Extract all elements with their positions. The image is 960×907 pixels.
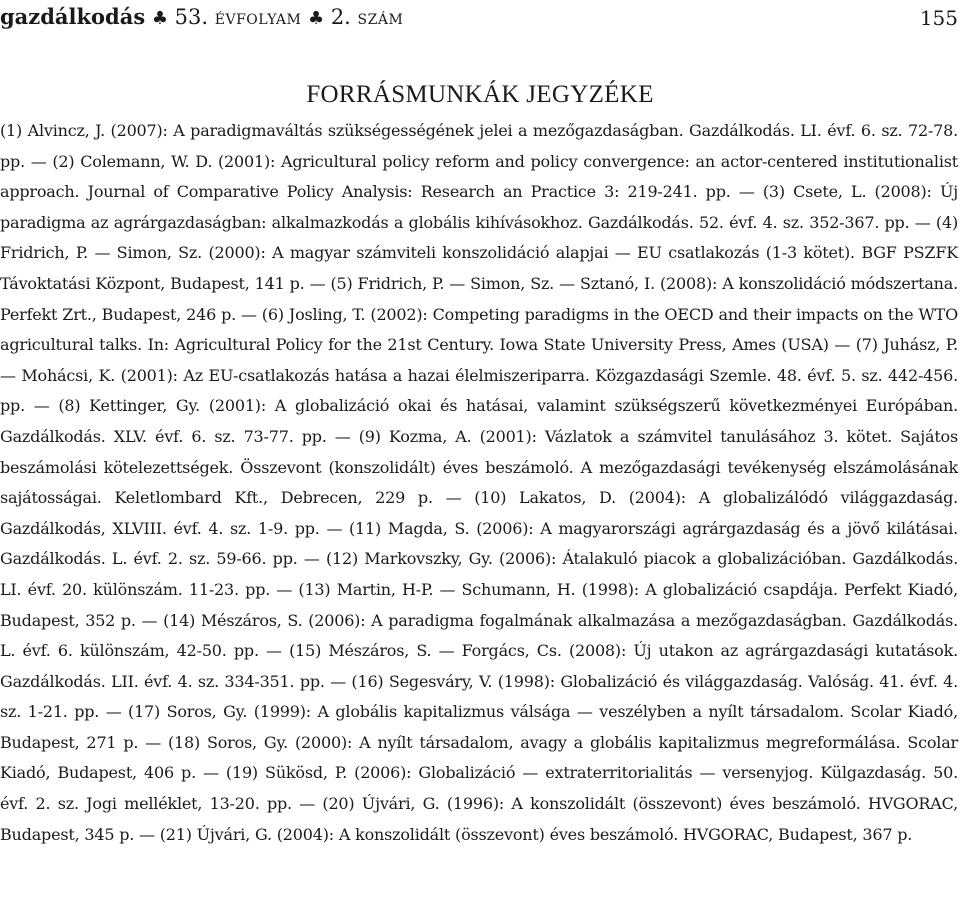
club-icon: ♣ — [151, 8, 168, 29]
journal-info — [0, 4, 403, 29]
journal-name: gazdálkodás — [0, 4, 146, 29]
section-title: FORRÁSMUNKÁK JEGYZÉKE — [306, 81, 654, 108]
issue-number: 2. — [330, 5, 351, 29]
volume-label: ÉVFOLYAM — [214, 12, 302, 28]
issue-label: SZÁM — [357, 12, 404, 28]
page-number: 155 — [919, 6, 958, 30]
running-header — [0, 0, 960, 40]
references-list: (1) Alvincz, J. (2007): A paradigmaváltás szükségességének jelei a mezőgazdaságban. Gazdálkodás. LI. évf. 6. sz. 72-78. pp. — (2) Colemann, W. D. (2001): Agricultural policy reform and policy convergence: an actor-centered institutionalist approach. Journal of Comparative Policy Analysis: Research an Practice 3: 219-241. pp. — (3) Csete, L. (2008): Új paradigma az agrárgazdaságban: alkalmazkodás a globális kihívásokhoz. Gazdálkodás. 52. évf. 4. sz. 352-367. pp. — (4) Fridrich, P. — Simon, Sz. (2000): A magyar számviteli konszolidáció alapjai — EU csatlakozás (1-3 kötet). BGF PSZFK Távoktatási Központ, Budapest, 141 p. — (5) Fridrich, P. — Simon, Sz. — Sztanó, I. (2008): A konszolidáció módszertana. Perfekt Zrt., Budapest, 246 p. — (6) Josling, T. (2002): Competing paradigms in the OECD and their impacts on the WTO agricultural talks. In: Agricultural Policy for the 21st Century. Iowa State University Press, Ames (USA) — (7) Juhász, P. — Mohácsi, K. (2001): Az EU-csatlakozás hatása a hazai élelmiszeriparra. Közgazdasági Szemle. 48. évf. 5. sz. 442-456. pp. — (8) Kettinger, Gy. (2001): A globalizáció okai és hatásai, valamint szükségszerű következményei Európában. Gazdálkodás. XLV. évf. 6. sz. 73-77. pp. — (9) Kozma, A. (2001): Vázlatok a számvitel tanulásához 3. kötet. Sajátos beszámolási kötelezettségek. Összevont (konszolidált) éves beszámoló. A mezőgazdasági tevékenység elszámolásának sajátosságai. Keletlombard Kft., Debrecen, 229 p. — (10) Lakatos, D. (2004): A globalizálódó világgazdaság. Gazdálkodás, XLVIII. évf. 4. sz. 1-9. pp. — (11) Magda, S. (2006): A magyarországi agrárgazdaság és a jövő kilátásai. Gazdálkodás. L. évf. 2. sz. 59-66. pp. — (12) Markovszky, Gy. (2006): Átalakuló piacok a globalizációban. Gazdálkodás. LI. évf. 20. különszám. 11-23. pp. — (13) Martin, H-P. — Schumann, H. (1998): A globalizáció csapdája. Perfekt Kiadó, Budapest, 352 p. — (14) Mészáros, S. (2006): A paradigma fogalmának alkalmazása a mezőgazdaságban. Gazdálkodás. L. évf. 6. különszám, 42-50. pp. — (15) Mészáros, S. — Forgács, Cs. (2008): Új utakon az agrárgazdasági kutatások. Gazdálkodás. LII. évf. 4. sz. 334-351. pp. — (16) Segesváry, V. (1998): Globalizáció és világgazdaság. Valóság. 41. évf. 4. sz. 1-21. pp. — (17) Soros, Gy. (1999): A globális kapitalizmus válsága — veszélyben a nyílt társadalom. Scolar Kiadó, Budapest, 271 p. — (18) Soros, Gy. (2000): A nyílt társadalom, avagy a globális kapitalizmus megreformálása. Scolar Kiadó, Budapest, 406 p. — (19) Sükösd, P. (2006): Globalizáció — extraterritorialitás — versenyjog. Külgazdaság. 50. évf. 2. sz. Jogi melléklet, 13-20. pp. — (20) Újvári, G. (1996): A konszolidált (összevont) éves beszámoló. HVGORAC, Budapest, 345 p. — (21) Újvári, G. (2004): A konszolidált (összevont) éves beszámoló. HVGORAC, Budapest, 367 p. — [0, 121, 958, 844]
club-icon: ♣ — [307, 8, 325, 29]
volume-number: 53. — [174, 5, 209, 29]
